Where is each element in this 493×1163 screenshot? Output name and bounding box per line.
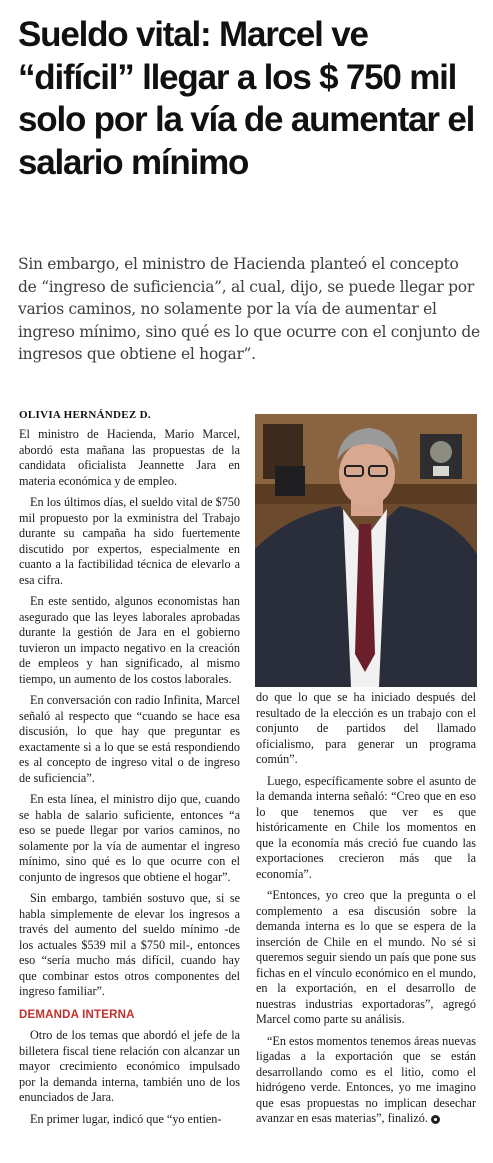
- paragraph: En conversación con radio Infinita, Marcel señaló al respecto que “cuando se hace esa discusión, lo que hay que preguntar es exactamente si a lo que se está respondiendo es al concepto de ingreso vital o de ingreso de suficiencia”.: [19, 693, 240, 785]
- paragraph: [256, 1034, 476, 1127]
- paragraph: Luego, específicamente sobre el asunto de la demanda interna señaló: “Creo que en eso lo que tenemos que ver es que históricamente en Chile los momentos en que la economía más creció fue cuando las exportaciones crecieron más que la economía”.: [256, 773, 476, 881]
- byline: OLIVIA HERNÁNDEZ D.: [19, 409, 151, 421]
- paragraph: do que lo que se ha iniciado después del resultado de la elección es un trabajo con el conjunto de partidos del llamado oficialismo, para generar un programa común”.: [256, 690, 476, 766]
- paragraph: En este sentido, algunos economistas han asegurado que las leyes laborales aprobadas durante la gestión de Jara en el gobierno tuvieron un impacto negativo en la creación de empleos y han significado, al mismo tiempo, un aumento de los costos laborales.: [19, 594, 240, 686]
- paragraph: En primer lugar, indicó que “yo entien-: [30, 1111, 222, 1126]
- headline: Sueldo vital: Marcel ve “difícil” llegar a los $ 750 mil solo por la vía de aumentar el salario mínimo: [18, 15, 475, 182]
- dek: Sin embargo, el ministro de Hacienda planteó el concepto de “ingreso de suficiencia”, al cual, dijo, se puede llegar por varios caminos, no solamente por la vía de aumentar el ingreso mínimo, sino qué es lo que ocurre con el conjunto de ingresos que obtiene el hogar”.: [18, 255, 480, 363]
- article-column-2: [256, 690, 476, 1133]
- section-subhead: DEMANDA INTERNA: [19, 1008, 135, 1021]
- paragraph: “Entonces, yo creo que la pregunta o el complemento a esa discusión sobre la demanda interna es lo que se espera de la inserción de Chile en el mundo. No sé si queremos seguir siendo un país que pone sus fichas en el vínculo económico en el mundo, en la exportación, en el desarrollo de nuestras industrias exportadoras”, agregó Marcel como parte su análisis.: [256, 888, 476, 1026]
- article-column-1: [19, 427, 240, 1133]
- paragraph: Sin embargo, también sostuvo que, si se habla simplemente de elevar los ingresos a través del aumento del sueldo mínimo -de los actuales $539 mil a $750 mil-, entonces eso “sería mucho más difícil, cuando hay que combinar estos otros componentes del ingreso familiar”.: [19, 891, 240, 998]
- paragraph: Otro de los temas que abordó el jefe de la billetera fiscal tiene relación con alcanzar un mayor crecimiento económico impulsado por la demanda interna, también uno de los enunciados de Jara.: [19, 1028, 240, 1104]
- minister-photo: [255, 414, 477, 687]
- paragraph-text: “En estos momentos tenemos áreas nuevas ligadas a la exportación que se están desarrollando como es el litio, como el hidrógeno verde. Entonces, yo me imagino que esas propuestas no implican desechar avanzar en esas materias”, finalizó.: [256, 1033, 476, 1125]
- paragraph: El ministro de Hacienda, Mario Marcel, abordó esta mañana las propuestas de la candidata oficialista Jeannette Jara en materia económica y de empleo.: [19, 427, 240, 488]
- paragraph: En los últimos días, el sueldo vital de $750 mil propuesto por la exministra del Trabajo durante su campaña ha sido fuertemente discutido por expertos, especialmente en cuanto a la factibilidad técnica de elevarlo a esa cifra.: [19, 495, 240, 587]
- end-mark-icon: [431, 1115, 440, 1124]
- paragraph: En esta línea, el ministro dijo que, cuando se habla de salario suficiente, entonces “a eso se puede llegar por varios caminos, no solamente por la vía de aumentar el ingreso mínimo, sino qué es lo que ocurre con el conjunto de ingresos que obtiene el hogar”.: [19, 792, 240, 884]
